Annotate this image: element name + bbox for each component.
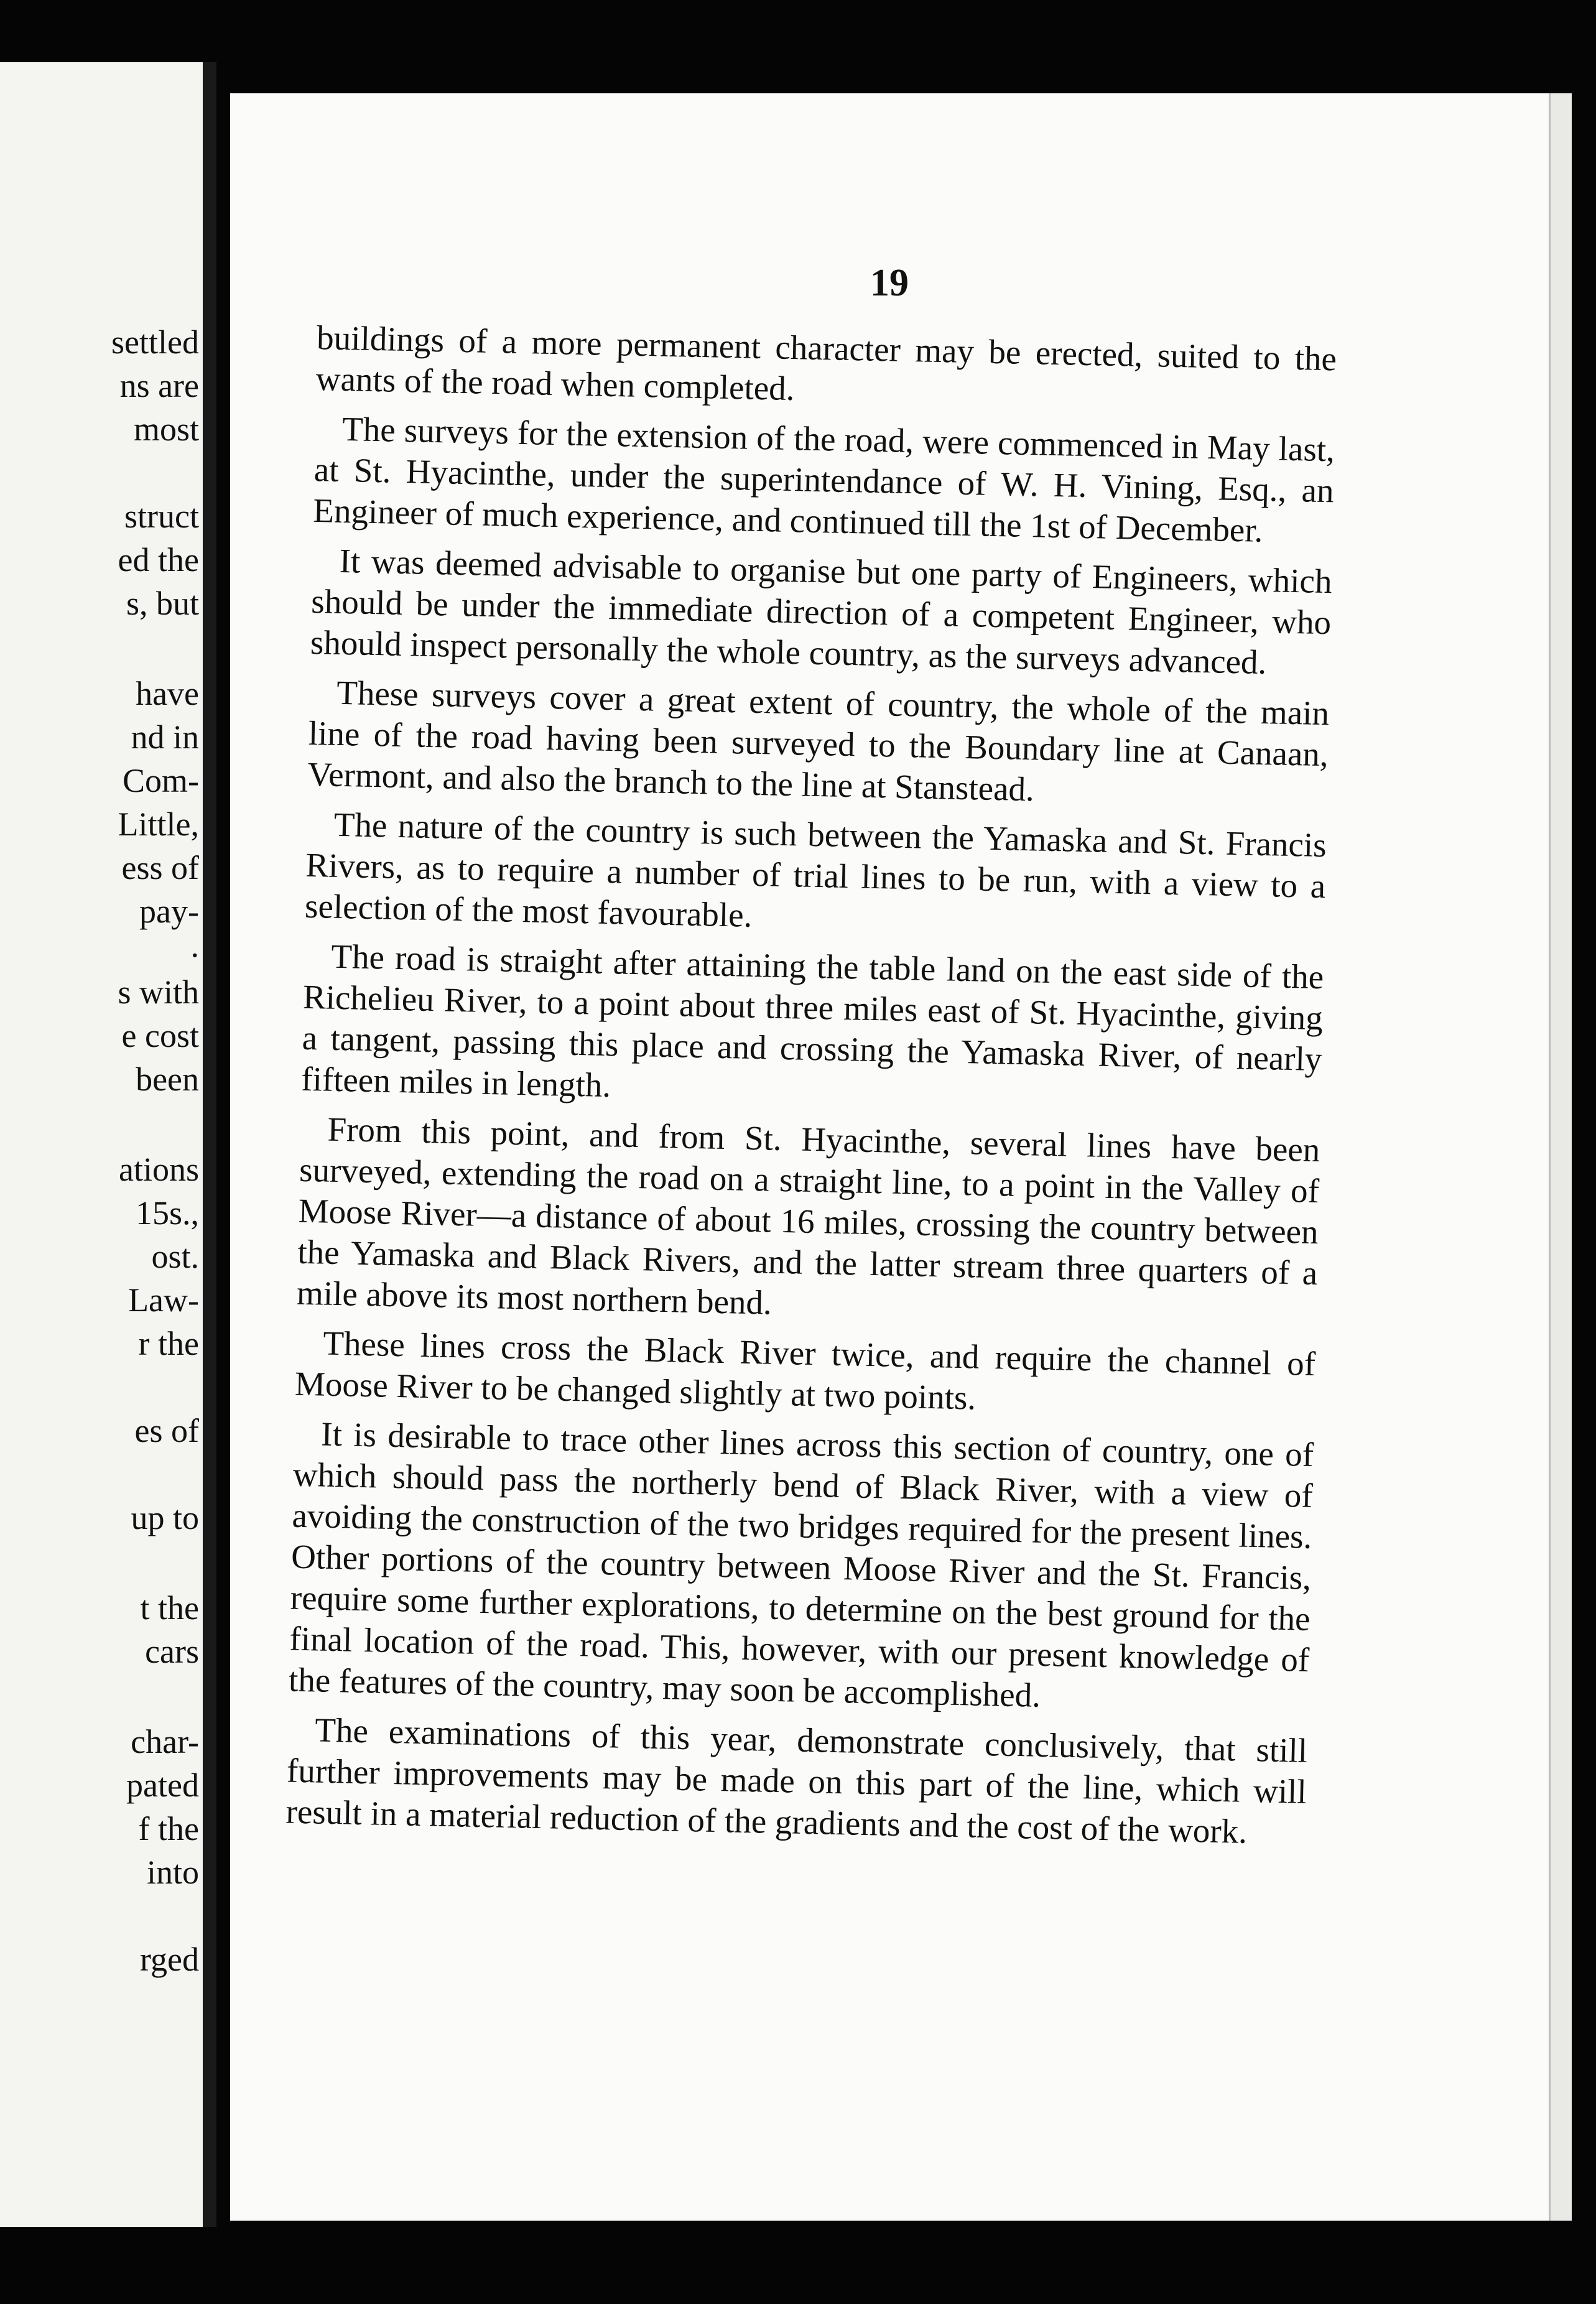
left-fragment: e cost — [121, 1017, 199, 1054]
page-number: 19 — [870, 262, 909, 304]
paragraph: The surveys for the extension of the road, were commenced in May last, at St. Hyacinthe, under the superintendance of W. H. Vining, Esq., an Engineer of much experience, and continued till the 1st of December. — [312, 409, 1335, 549]
left-fragment: pay- — [139, 893, 199, 930]
left-fragment: char- — [131, 1723, 199, 1760]
left-fragment: settled — [111, 323, 199, 361]
paragraph: These lines cross the Black River twice, and require the channel of Moose River to be changed slightly at two points. — [294, 1324, 1316, 1417]
left-fragment: f the — [138, 1810, 199, 1847]
left-fragment: ed the — [118, 541, 199, 578]
paragraph: The road is straight after attaining the table land on the east side of the Richelieu River, to a point about three miles east of St. Hyacinthe, giving a tangent, passing this place and crossing the Yamaska River, of nearly fifteen miles in length. — [300, 937, 1324, 1105]
left-fragment: 15s., — [135, 1194, 199, 1232]
previous-page-text-fragments — [0, 62, 199, 2227]
book-gutter — [203, 62, 216, 2227]
left-fragment: nd in — [131, 718, 199, 756]
left-fragment: struct — [124, 498, 199, 535]
left-fragment: s with — [118, 973, 199, 1011]
left-fragment: pated — [126, 1767, 199, 1804]
left-fragment: es of — [134, 1412, 199, 1449]
left-fragment: ess of — [121, 849, 199, 886]
left-fragment: most — [133, 411, 199, 448]
page — [230, 93, 1549, 2221]
left-fragment: ost. — [151, 1238, 199, 1275]
left-fragment: rged — [140, 1941, 199, 1978]
page-edge — [1549, 93, 1572, 2221]
left-fragment: ns are — [119, 367, 199, 404]
left-fragment: up to — [131, 1499, 199, 1536]
left-fragment: t the — [140, 1589, 199, 1627]
paragraph: The nature of the country is such between the Yamaska and St. Francis Rivers, as to require a number of trial lines to be run, with a view to a selection of the most favourable. — [304, 805, 1327, 934]
left-fragment: been — [136, 1061, 199, 1098]
left-fragment: Little, — [118, 806, 199, 843]
paragraph: The examinations of this year, demonstrate conclusively, that still further improvements may be made on this part of the line, which will result in a material reduction of the gradients and the cost of the work. — [285, 1711, 1308, 1851]
left-fragment: have — [136, 675, 199, 712]
paragraph: It was deemed advisable to organise but one party of Engineers, which should be under the immediate direction of a competent Engineer, who should inspect personally the whole country, as the surveys advanced. — [310, 541, 1333, 682]
paragraph: buildings of a more permanent character may be erected, suited to the wants of the road when completed. — [315, 318, 1337, 408]
paragraph: From this point, and from St. Hyacinthe, several lines have been surveyed, extending the road on a straight line, to a point in the Valley of Moose River—a distance of about 16 miles, crossing the country between the Yamaska and Black Rivers, and the latter stream three quarters of a mile above its most northern bend. — [296, 1110, 1320, 1322]
left-fragment: r the — [138, 1325, 199, 1362]
paragraph: It is desirable to trace other lines across this section of country, one of which should pass the northerly bend of Black River, with a view of avoiding the construction of the two bridges required for the present lines. Other portions of the country between Moose River and the St. Francis, require some further explorations, to determine on the best ground for the final location of the road. This, however, with our present knowledge of the features of the country, may soon be accomplished. — [288, 1414, 1314, 1714]
left-fragment: ations — [119, 1151, 199, 1188]
previous-page-strip — [0, 62, 216, 2227]
left-fragment: . — [190, 927, 199, 964]
paragraph: These surveys cover a great extent of country, the whole of the main line of the road having been surveyed to the Boundary line at Canaan, Vermont, and also the branch to the line at Stanstead. — [307, 673, 1330, 809]
left-fragment: Law- — [128, 1281, 199, 1319]
left-fragment: Com- — [122, 762, 199, 799]
left-fragment: s, but — [126, 585, 199, 622]
left-fragment: cars — [145, 1633, 199, 1670]
left-fragment: into — [146, 1854, 199, 1891]
body-text — [285, 317, 1337, 1862]
